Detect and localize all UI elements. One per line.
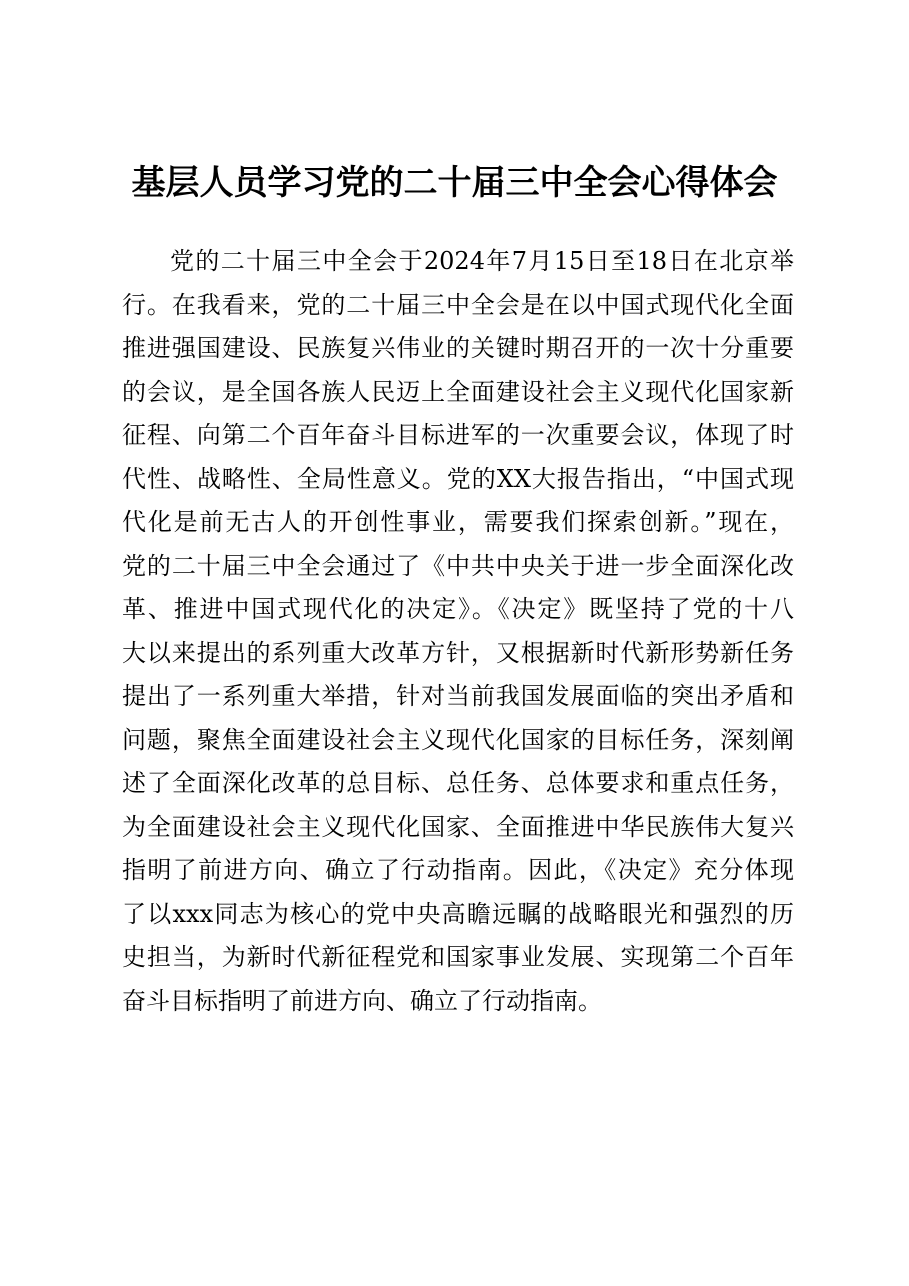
paragraph-line: 征程、向第二个百年奋斗目标进军的一次重要会议，体现了时 bbox=[122, 421, 794, 449]
paragraph-line: 党的二十届三中全会通过了《中共中央关于进一步全面深化改 bbox=[122, 551, 794, 580]
document-title: 基层人员学习党的二十届三中全会心得体会 bbox=[131, 163, 778, 203]
paragraph-line: 指明了前进方向、确立了行动指南。因此，《决定》充分体现 bbox=[122, 856, 794, 884]
paragraph-line: 代化是前无古人的开创性事业，需要我们探索创新。”现在， bbox=[122, 508, 794, 536]
paragraph-line: 奋斗目标指明了前进方向、确立了行动指南。 bbox=[122, 986, 602, 1015]
paragraph-line: 了以xxx同志为核心的党中央高瞻远瞩的战略眼光和强烈的历 bbox=[122, 899, 794, 928]
paragraph-line: 提出了一系列重大举措，针对当前我国发展面临的突出矛盾和 bbox=[122, 682, 794, 710]
paragraph-line: 史担当，为新时代新征程党和国家事业发展、实现第二个百年 bbox=[122, 943, 794, 971]
paragraph-line: 述了全面深化改革的总目标、总任务、总体要求和重点任务， bbox=[122, 769, 794, 797]
paragraph-line: 行。在我看来，党的二十届三中全会是在以中国式现代化全面 bbox=[122, 290, 794, 319]
paragraph-line: 革、推进中国式现代化的决定》。《决定》既坚持了党的十八 bbox=[122, 595, 794, 623]
paragraph-line: 的会议，是全国各族人民迈上全面建设社会主义现代化国家新 bbox=[122, 377, 794, 406]
paragraph-line: 推进强国建设、民族复兴伟业的关键时期召开的一次十分重要 bbox=[122, 334, 794, 362]
paragraph-line: 问题，聚焦全面建设社会主义现代化国家的目标任务，深刻阐 bbox=[122, 725, 794, 754]
paragraph-line: 党的二十届三中全会于2024年7月15日至18日在北京举 bbox=[170, 247, 794, 275]
paragraph-line: 代性、战略性、全局性意义。党的XX大报告指出，“中国式现 bbox=[122, 464, 794, 493]
body-paragraph bbox=[122, 240, 794, 1023]
paragraph-line: 为全面建设社会主义现代化国家、全面推进中华民族伟大复兴 bbox=[122, 812, 794, 841]
paragraph-line: 大以来提出的系列重大改革方针，又根据新时代新形势新任务 bbox=[122, 638, 794, 667]
